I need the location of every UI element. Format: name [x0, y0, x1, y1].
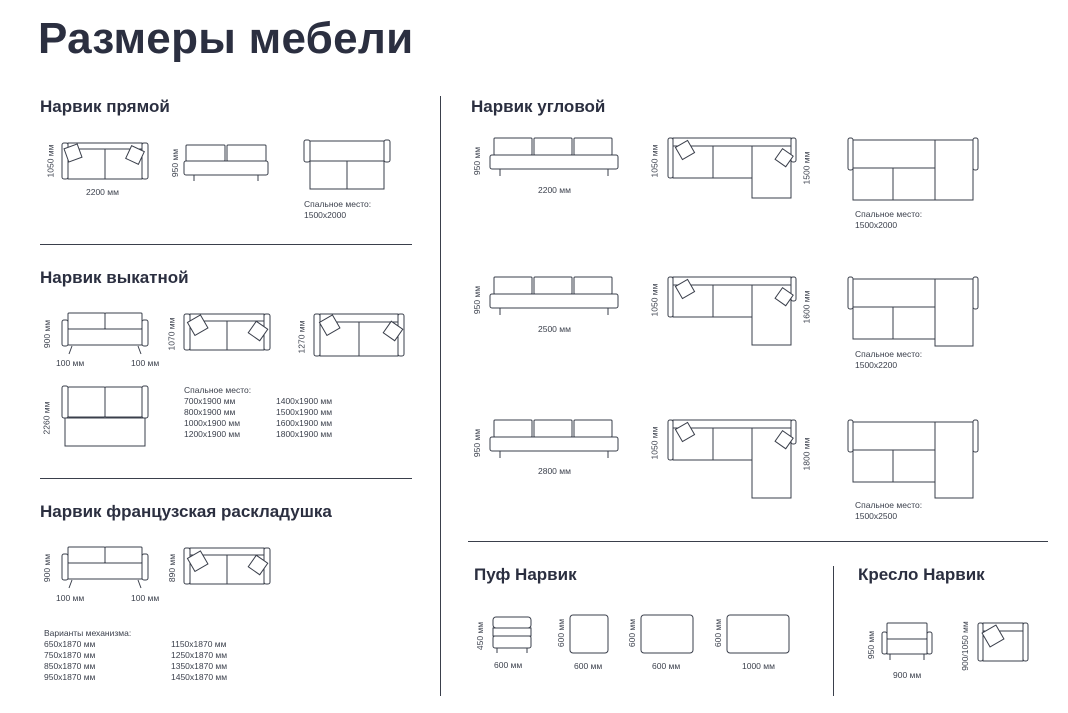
corner-row1-sleep: 1500x2000	[855, 220, 898, 230]
french-mech-label: Варианты механизма:	[44, 628, 132, 638]
straight-front-view	[184, 144, 270, 184]
pouf4-depth: 600 мм	[713, 618, 724, 648]
divider-straight	[40, 244, 412, 245]
divider-pouf-armchair	[833, 566, 834, 696]
pouf1-depth: 450 мм	[475, 621, 486, 651]
french-front-view	[62, 546, 150, 592]
section-title-corner: Нарвик угловой	[471, 97, 606, 116]
rollout-top-view-2	[314, 312, 408, 360]
corner-unfolded-view-3	[848, 419, 980, 501]
pouf-front-view	[492, 616, 536, 658]
pouf-top-view-2	[640, 614, 696, 656]
armchair-top-view	[978, 622, 1030, 664]
french-arm-left: 100 мм	[56, 593, 85, 603]
sleep-size: 700x1900 мм	[184, 396, 236, 406]
sleep-size: 1000x1900 мм	[184, 418, 241, 428]
corner-top-view-3	[668, 419, 800, 501]
sleep-size: 1200x1900 мм	[184, 429, 241, 439]
section-title-french: Нарвик французская раскладушка	[40, 502, 332, 521]
mech-size: 950x1870 мм	[44, 672, 96, 682]
corner-row2-chaise: 1600 мм	[801, 290, 812, 324]
sleep-size: 1400x1900 мм	[276, 396, 333, 406]
corner-row2-depth: 950 мм	[472, 285, 483, 315]
corner-row1-width: 2200 мм	[538, 185, 571, 195]
rollout-sleep-label: Спальное место:	[184, 385, 252, 395]
sleep-size: 800x1900 мм	[184, 407, 236, 417]
french-dim-depth-1: 900 мм	[42, 553, 53, 583]
straight-sleep-value: 1500x2000	[304, 210, 347, 220]
corner-row2-width: 2500 мм	[538, 324, 571, 334]
mech-size: 750x1870 мм	[44, 650, 96, 660]
armchair-depth: 950 мм	[866, 630, 877, 660]
french-top-view	[184, 546, 274, 588]
sleep-size: 1500x1900 мм	[276, 407, 333, 417]
corner-row3-width: 2800 мм	[538, 466, 571, 476]
corner-row3-corner-depth: 1050 мм	[649, 426, 660, 460]
mech-size: 1450x1870 мм	[171, 672, 228, 682]
straight-unfolded-view	[304, 140, 390, 192]
corner-row2-corner-depth: 1050 мм	[649, 283, 660, 317]
straight-dim-depth-1: 1050 мм	[45, 144, 56, 178]
page-title: Размеры мебели	[38, 14, 414, 63]
sleep-size: 1600x1900 мм	[276, 418, 333, 428]
straight-dim-depth-2: 950 мм	[170, 148, 181, 178]
french-arm-right: 100 мм	[131, 593, 160, 603]
rollout-dim-depth-2: 1070 мм	[166, 317, 177, 351]
corner-unfolded-view-2	[848, 276, 980, 348]
rollout-top-view	[184, 312, 274, 354]
pouf3-depth: 600 мм	[627, 618, 638, 648]
mech-size: 650x1870 мм	[44, 639, 96, 649]
divider-rollout	[40, 478, 412, 479]
section-title-armchair: Кресло Нарвик	[858, 565, 985, 584]
corner-front-view-3	[490, 419, 620, 463]
french-dim-depth-2: 890 мм	[167, 553, 178, 583]
pouf2-width: 600 мм	[574, 661, 603, 671]
divider-corner	[468, 541, 1048, 542]
corner-unfolded-view-1	[848, 137, 980, 203]
corner-row3-chaise: 1800 мм	[801, 437, 812, 471]
french-mech-col2	[171, 639, 227, 683]
mech-size: 1350x1870 мм	[171, 661, 228, 671]
rollout-dim-depth-1: 900 мм	[42, 319, 53, 349]
corner-top-view-2	[668, 276, 800, 348]
armchair-front-view	[882, 622, 934, 666]
corner-front-view-1	[490, 137, 620, 181]
corner-row1-depth: 950 мм	[472, 146, 483, 176]
corner-row2-sleep: 1500x2200	[855, 360, 898, 370]
pouf-top-view-1	[569, 614, 611, 656]
section-title-straight: Нарвик прямой	[40, 97, 170, 116]
corner-row2-sleep-label: Спальное место:	[855, 349, 923, 359]
pouf1-width: 600 мм	[494, 660, 523, 670]
armchair-depth-2: 900/1050 мм	[959, 621, 970, 671]
corner-row1-sleep-label: Спальное место:	[855, 209, 923, 219]
corner-row3-sleep-label: Спальное место:	[855, 500, 923, 510]
straight-sleep-label: Спальное место:	[304, 199, 372, 209]
section-title-pouf: Пуф Нарвик	[474, 565, 577, 584]
pouf2-depth: 600 мм	[556, 618, 567, 648]
rollout-dim-depth-4: 2260 мм	[41, 401, 52, 435]
corner-row3-sleep: 1500x2500	[855, 511, 898, 521]
corner-row3-depth: 950 мм	[472, 428, 483, 458]
corner-front-view-2	[490, 276, 620, 320]
corner-top-view-1	[668, 137, 800, 203]
sleep-size: 1800x1900 мм	[276, 429, 333, 439]
rollout-arm-left: 100 мм	[56, 358, 85, 368]
mech-size: 850x1870 мм	[44, 661, 96, 671]
rollout-arm-right: 100 мм	[131, 358, 160, 368]
rollout-front-view	[62, 312, 150, 358]
corner-row1-corner-depth: 1050 мм	[649, 144, 660, 178]
rollout-sleep-col1	[184, 396, 240, 440]
section-title-rollout: Нарвик выкатной	[40, 268, 189, 287]
rollout-unfolded-view	[62, 386, 150, 450]
rollout-sleep-col2	[276, 396, 332, 440]
corner-row1-chaise: 1500 мм	[801, 151, 812, 185]
armchair-width: 900 мм	[893, 670, 922, 680]
pouf-top-view-3	[726, 614, 792, 656]
main-vertical-divider	[440, 96, 441, 696]
pouf3-width: 600 мм	[652, 661, 681, 671]
pouf4-width: 1000 мм	[742, 661, 775, 671]
straight-dim-width: 2200 мм	[86, 187, 119, 197]
french-mech-col1	[44, 639, 95, 683]
mech-size: 1250x1870 мм	[171, 650, 228, 660]
straight-top-view	[62, 140, 152, 182]
rollout-dim-depth-3: 1270 мм	[296, 320, 307, 354]
mech-size: 1150x1870 мм	[171, 639, 227, 649]
